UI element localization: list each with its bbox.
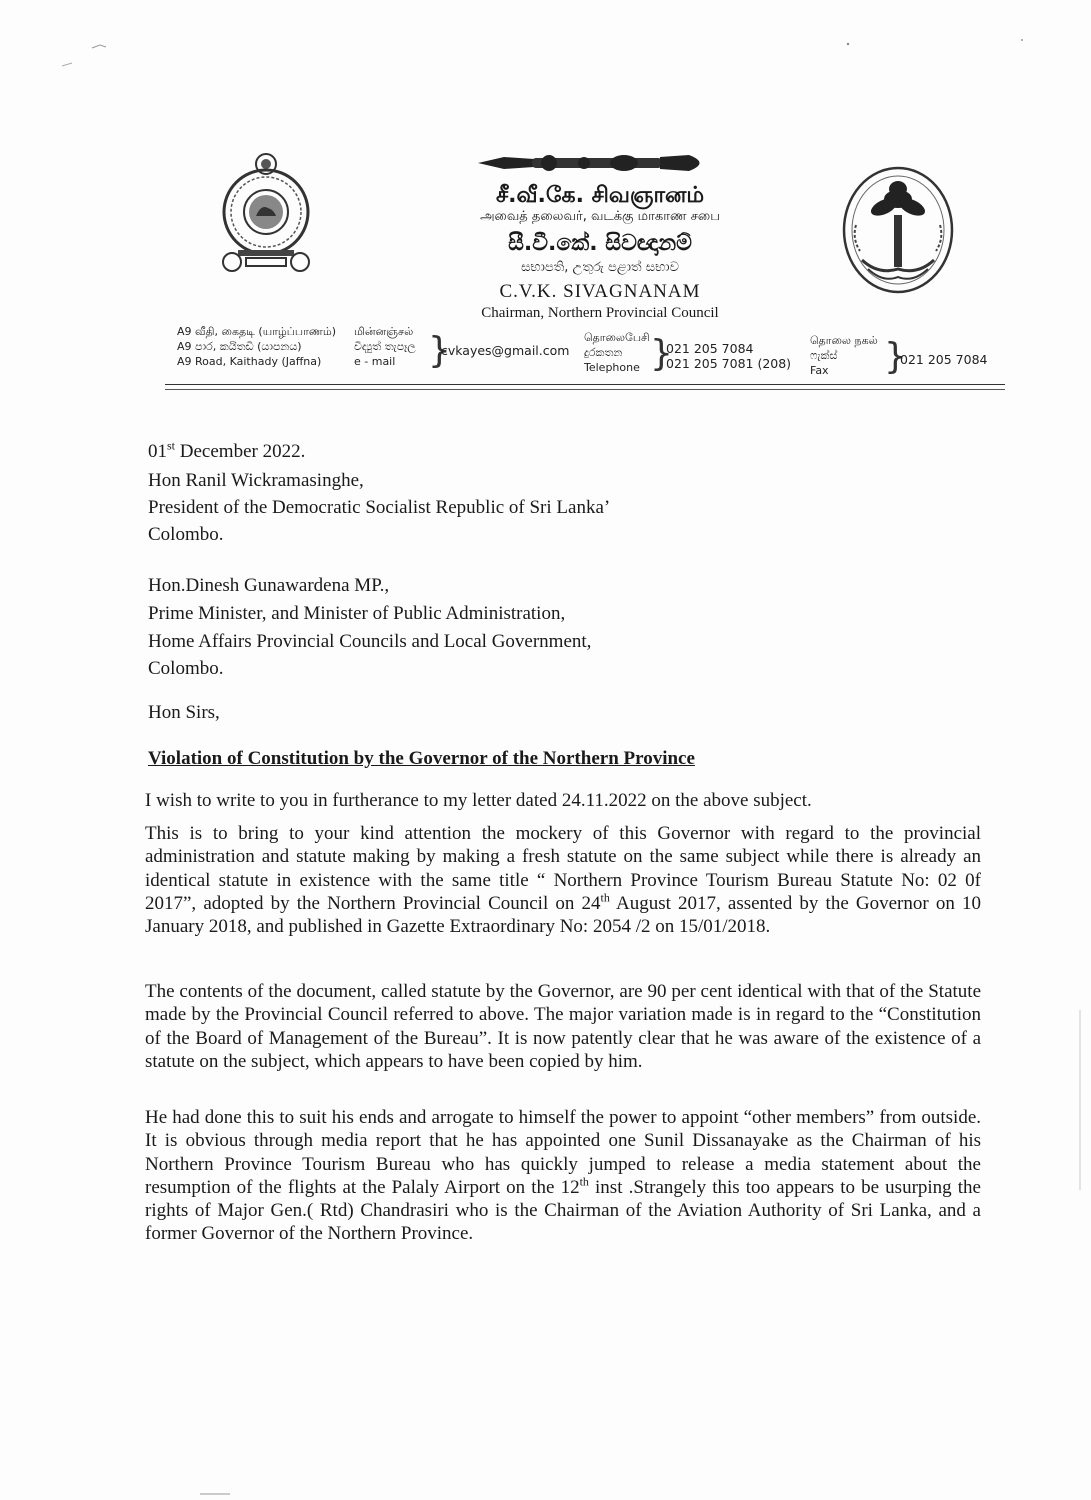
- subject-line: Violation of Constitution by the Governor of the Northern Province: [148, 748, 695, 769]
- address-block: [177, 324, 336, 369]
- salutation: Hon Sirs,: [148, 702, 220, 723]
- recipient-2-line-2: Prime Minister, and Minister of Public Administration,: [148, 603, 566, 624]
- letterhead-divider-secondary: [165, 389, 1005, 390]
- paragraph-3: The contents of the document, called statute by the Governor, are 90 per cent identical with that of the Statute made by the Provincial Council referred to above. The major variation made is in regard to the “Constitution of the Board of Management of the Bureau”. It is now patently clear that he was aware of the existence of a statute on the subject, which appears to have been copied by him.: [145, 981, 981, 1072]
- email-label-tamil: மின்னஞ்சல்: [354, 325, 414, 338]
- letterhead-divider: [165, 384, 1005, 385]
- fax-labels: [810, 333, 878, 378]
- recipient-2-line-1: Hon.Dinesh Gunawardena MP.,: [148, 575, 390, 596]
- email-brace: }: [428, 330, 451, 371]
- paragraph-2: This is to bring to your kind attention the mockery of this Governor with regard to the provincial administration and statute making by making a fresh statute on the same subject while there is already an identical statute in existence with the same title “ Northern Province Tourism Bureau Statute No: 02 0f 2017”, adopted by the Northern Provincial Council on 24th August 2017, assented by the Governor on 10 January 2018, and published in Gazette Extraordinary No: 2054 /2 on 15/01/2018.: [145, 823, 981, 938]
- email-label-english: e - mail: [354, 355, 396, 368]
- email-label-sinhala: විද්‍යුත් තැපෑල: [354, 340, 416, 353]
- telephone-label-sinhala: දුරකතන: [584, 346, 623, 359]
- fax-number: 021 205 7084: [900, 352, 988, 367]
- recipient-2-line-4: Colombo.: [148, 658, 224, 679]
- tamil-title: அவைத் தலைவர், வடக்கு மாகாண சபை: [480, 209, 720, 224]
- letter-date: 01st December 2022.: [148, 438, 306, 462]
- telephone-2: 021 205 7081 (208): [666, 356, 792, 371]
- recipient-1-line-3: Colombo.: [148, 524, 224, 545]
- address-sinhala: A9 පාර, කයිතඩි (යාපනය): [177, 340, 302, 353]
- sri-lanka-emblem: [216, 150, 316, 280]
- recipient-2-line-3: Home Affairs Provincial Councils and Local Government,: [148, 631, 592, 652]
- address-english: A9 Road, Kaithady (Jaffna): [177, 355, 322, 368]
- telephone-label-english: Telephone: [584, 361, 640, 374]
- email-labels: [354, 324, 416, 369]
- recipient-1-line-1: Hon Ranil Wickramasinghe,: [148, 470, 364, 491]
- telephone-1: 021 205 7084: [666, 341, 754, 356]
- recipient-1-line-2: President of the Democratic Socialist Republic of Sri Lanka’: [148, 497, 611, 518]
- sinhala-name: සී.වී.කේ. සිවඥානම්: [508, 231, 692, 256]
- fax-label-tamil: தொலை நகல்: [810, 334, 878, 347]
- telephone-brace: }: [650, 333, 673, 374]
- northern-provincial-council-emblem: [838, 165, 958, 300]
- paragraph-1: I wish to write to you in furtherance to my letter dated 24.11.2022 on the above subject.: [145, 790, 812, 811]
- fax-brace: }: [884, 336, 907, 377]
- paragraph-4: He had done this to suit his ends and arrogate to himself the power to appoint “other members” from outside. It is obvious through media report that he has appointed one Sunil Dissanayake as the Chairman of his Northern Province Tourism Bureau who has quickly jumped to release a media statement about the resumption of the flights at the Palaly Airport on the 12th inst .Strangely this too appears to be usurping the rights of Major Gen.( Rtd) Chandrasiri who is the Chairman of the Aviation Authority of Sri Lanka, and a former Governor of the Northern Province.: [145, 1107, 981, 1245]
- english-title: Chairman, Northern Provincial Council: [481, 305, 719, 321]
- tamil-name: சீ.வீ.கே. சிவஞானம்: [495, 183, 705, 208]
- english-name: C.V.K. SIVAGNANAM: [499, 281, 701, 302]
- sinhala-title: සභාපති, උතුරු පළාත් සභාව: [521, 260, 679, 275]
- fax-label-english: Fax: [810, 364, 829, 377]
- telephone-numbers: [666, 341, 791, 371]
- mace-emblem: [474, 150, 712, 176]
- telephone-label-tamil: தொலைபேசி: [584, 331, 650, 344]
- fax-label-sinhala: ෆැක්ස්: [810, 349, 838, 362]
- address-tamil: A9 வீதி, கைதடி (யாழ்ப்பாணம்): [177, 325, 336, 338]
- telephone-labels: [584, 330, 650, 375]
- email-address[interactable]: cvkayes@gmail.com: [441, 343, 570, 358]
